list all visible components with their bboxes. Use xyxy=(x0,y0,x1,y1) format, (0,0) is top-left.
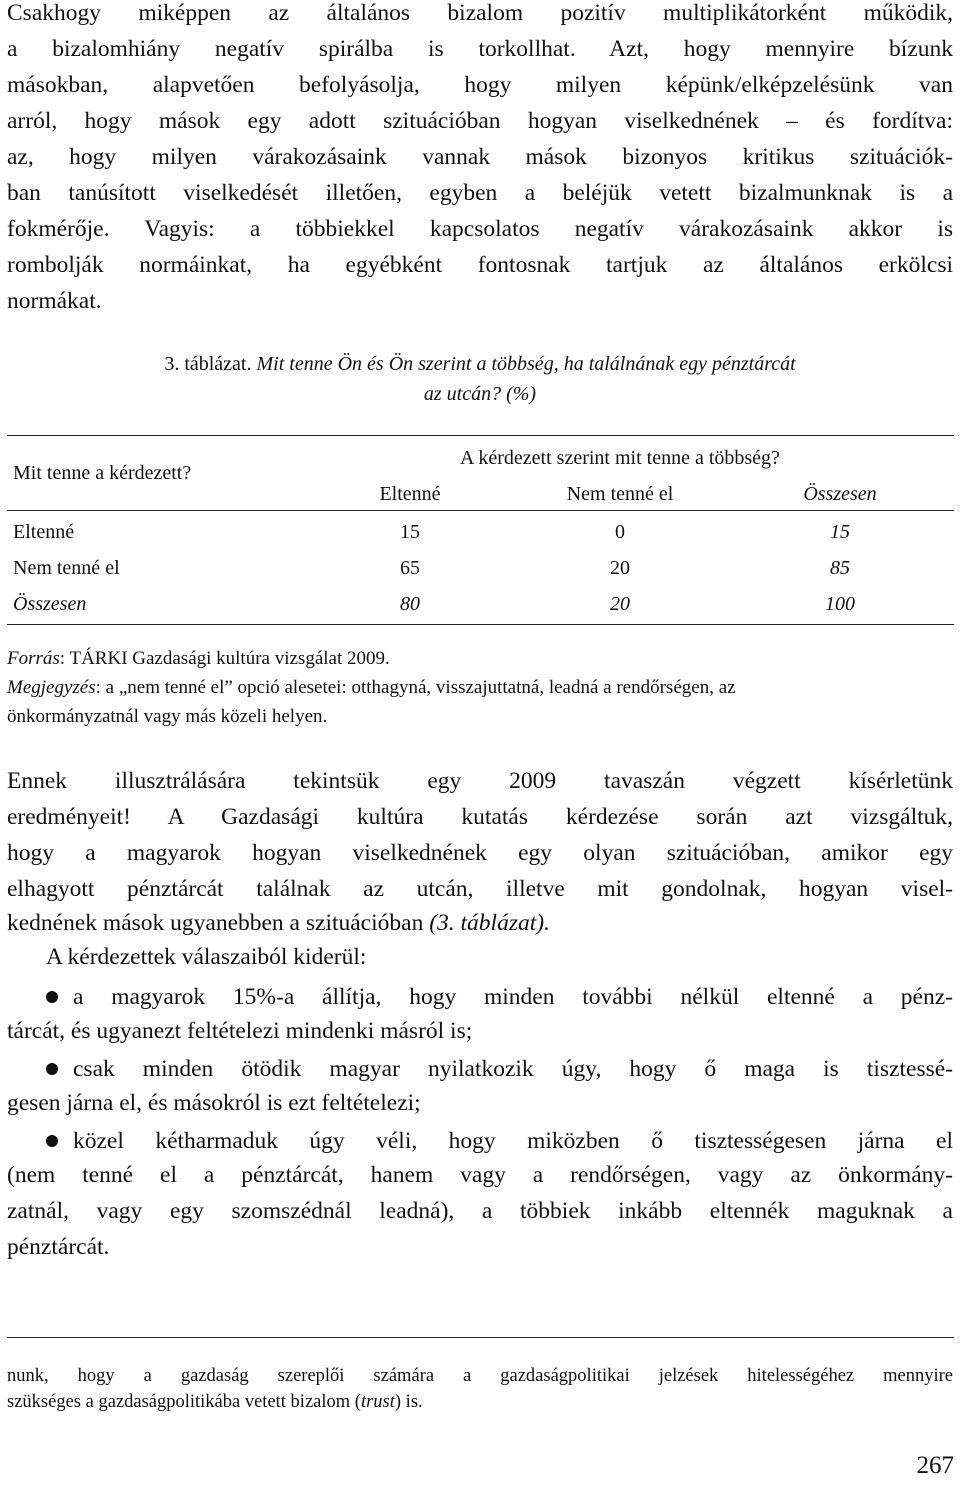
footnote-term: trust xyxy=(360,1392,395,1412)
table-caption-title-cont: az utcán? (%) xyxy=(423,383,537,405)
table-bottom-rule xyxy=(7,624,954,625)
body-line-text: kednének mások ugyanebben a szituációban xyxy=(7,910,430,936)
source-label: Forrás xyxy=(7,648,60,669)
list-item-text: a magyarok 15%-a állítja, hogy minden további nélkül eltenné a pénz- xyxy=(73,984,953,1010)
note-text: : a „nem tenné el” opció alesetei: otthagyná, visszajuttatná, leadná a rendőrségen, az xyxy=(95,677,736,698)
source-text: : TÁRKI Gazdasági kultúra vizsgálat 2009. xyxy=(59,648,390,669)
intro-line: az, hogy milyen várakozásaink vannak mások bizonyos kritikus szituációk- xyxy=(7,144,953,170)
table-note-cont: önkormányzatnál vagy más közeli helyen. xyxy=(7,706,328,727)
note-label: Megjegyzés xyxy=(7,677,96,698)
row-label: Eltenné xyxy=(13,521,75,543)
table-cell-total: 100 xyxy=(825,593,855,615)
table-reference: (3. táblázat). xyxy=(429,910,550,936)
bullet-icon xyxy=(46,1063,58,1075)
row-header-label: Mit tenne a kérdezett? xyxy=(13,462,192,484)
intro-line: a bizalomhiány negatív spirálba is torkollhat. Azt, hogy mennyire bízunk xyxy=(7,36,953,62)
intro-line: Csakhogy miképpen az általános bizalom pozitív multiplikátorként működik, xyxy=(7,0,953,26)
list-item-text: csak minden ötödik magyar nyilatkozik úgy, hogy ő maga is tisztessé- xyxy=(73,1056,953,1082)
list-item-text-cont: zatnál, vagy egy szomszédnál leadná), a többiek inkább eltennék maguknak a xyxy=(7,1198,953,1224)
body-line: eredményeit! A Gazdasági kultúra kutatás kérdezése során azt vizsgáltuk, xyxy=(7,804,953,830)
table-cell: 15 xyxy=(400,521,420,543)
table-caption-number: 3. táblázat. xyxy=(164,353,252,375)
table-caption xyxy=(0,349,960,379)
row-label-total: Összesen xyxy=(13,593,87,615)
intro-line: rombolják normáinkat, ha egyébként fontosnak tartjuk az általános erkölcsi xyxy=(7,252,953,278)
list-item-text-cont: (nem tenné el a pénztárcát, hanem vagy a rendőrségen, vagy az önkormány- xyxy=(7,1162,953,1188)
table-cell-total: 20 xyxy=(610,593,630,615)
row-label: Nem tenné el xyxy=(13,557,120,579)
bullet-icon xyxy=(46,991,58,1003)
column-header-total: Összesen xyxy=(803,483,877,505)
table-cell: 65 xyxy=(400,557,420,579)
table-cell-total: 80 xyxy=(400,593,420,615)
table-header-rule xyxy=(7,510,954,511)
intro-line: fokmérője. Vagyis: a többiekkel kapcsolatos negatív várakozásaink akkor is xyxy=(7,216,953,242)
page-number: 267 xyxy=(916,1452,954,1479)
findings-intro: A kérdezettek válaszaiból kiderül: xyxy=(46,944,367,970)
table-caption-title: Mit tenne Ön és Ön szerint a többség, ha találnának egy pénztárcát xyxy=(256,353,796,375)
list-item-text-cont: gesen járna el, és másokról is ezt feltételezi; xyxy=(7,1090,421,1116)
table-cell-total: 15 xyxy=(830,521,850,543)
column-group-header: A kérdezett szerint mit tenne a többség? xyxy=(460,447,780,469)
table-note xyxy=(7,674,953,702)
intro-line: arról, hogy mások egy adott szituációban hogyan viselkednének – és fordítva: xyxy=(7,108,953,134)
body-line: elhagyott pénztárcát találnak az utcán, illetve mit gondolnak, hogyan visel- xyxy=(7,876,953,902)
list-item-text-cont: pénztárcát. xyxy=(7,1234,110,1260)
list-item-text-cont: tárcát, és ugyanezt feltételezi mindenki másról is; xyxy=(7,1018,473,1044)
intro-line: másokban, alapvetően befolyásolja, hogy milyen képünk/elképzelésünk van xyxy=(7,72,953,98)
footnote-text-end: ) is. xyxy=(394,1392,423,1412)
table-top-rule xyxy=(7,435,954,436)
footnote-text: szükséges a gazdaságpolitikába vetett bizalom ( xyxy=(7,1392,361,1412)
table-cell-total: 85 xyxy=(830,557,850,579)
table-source xyxy=(7,645,953,673)
footnote-line xyxy=(7,1388,953,1416)
intro-line: ban tanúsított viselkedését illetően, egyben a beléjük vetett bizalmunknak is a xyxy=(7,180,953,206)
footnote-line: nunk, hogy a gazdaság szereplői számára a gazdaságpolitikai jelzések hitelességéhez mennyire xyxy=(7,1366,953,1386)
bullet-icon xyxy=(46,1135,58,1147)
table-cell: 0 xyxy=(615,521,625,543)
list-item-text: közel kétharmaduk úgy véli, hogy miközben ő tisztességesen járna el xyxy=(73,1128,953,1154)
body-line: Ennek illusztrálására tekintsük egy 2009 tavaszán végzett kísérletünk xyxy=(7,768,953,794)
column-header: Eltenné xyxy=(379,483,441,505)
body-line: hogy a magyarok hogyan viselkednének egy olyan szituációban, amikor egy xyxy=(7,840,953,866)
intro-line: normákat. xyxy=(7,288,102,314)
footnote-separator xyxy=(7,1337,954,1338)
column-header: Nem tenné el xyxy=(566,483,674,505)
body-line xyxy=(7,906,953,940)
table-cell: 20 xyxy=(610,557,630,579)
